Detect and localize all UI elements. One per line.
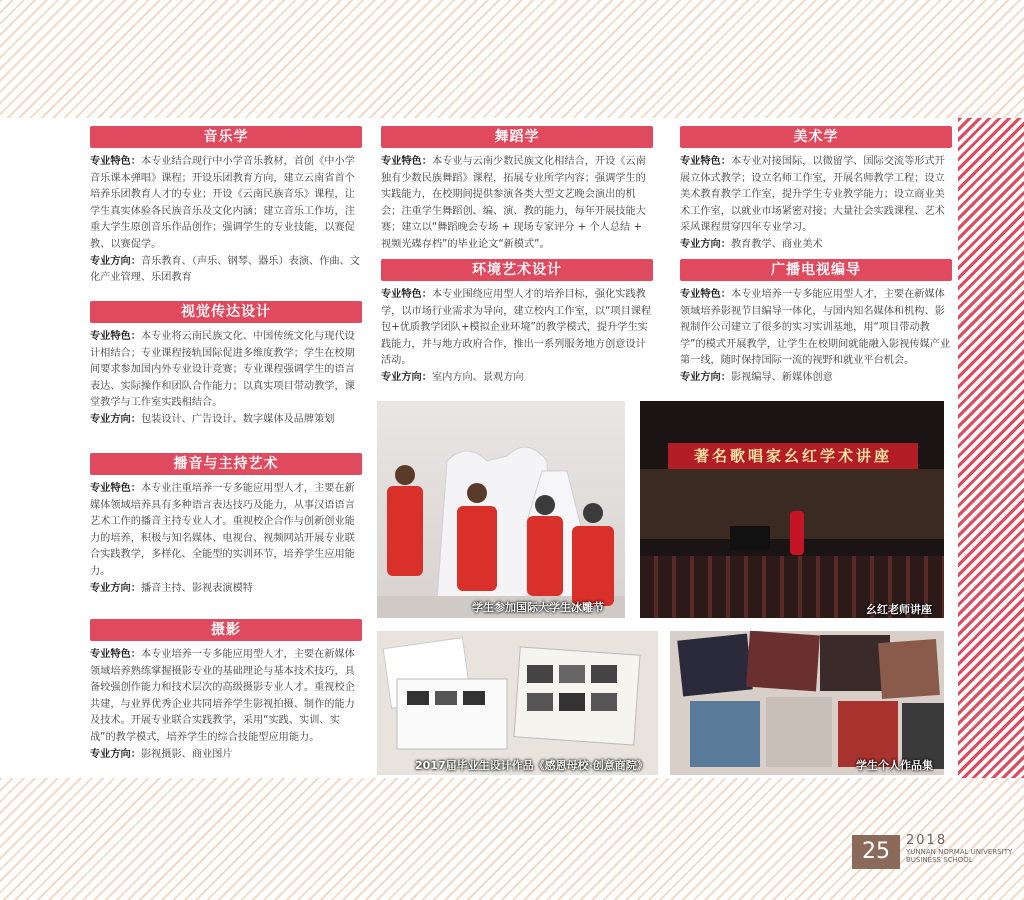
section-title: 美术学 — [680, 126, 952, 148]
direction-text: 室内方向、景观方向 — [431, 371, 524, 383]
section-title: 舞蹈学 — [381, 126, 653, 148]
direction-text: 包装设计、广告设计、数字媒体及品牌策划 — [140, 413, 335, 425]
section-title: 播音与主持艺术 — [90, 453, 362, 475]
photo-design-works — [377, 631, 658, 775]
photo-ice-sculpture — [377, 401, 625, 618]
photo-cd-portfolio — [670, 631, 944, 775]
direction-text: 音乐教育、（声乐、钢琴、器乐）表演、作曲、文化产业管理、乐团教育 — [90, 255, 360, 284]
ice-sculpture-illustration — [377, 401, 625, 618]
direction-text: 教育教学、商业美术 — [730, 238, 823, 250]
feature-text: 本专业对接国际，以微留学、国际交流等形式开展立体式教学；设立名师工作室，开展名师教学工程；设立美术教育教学工作室，提升学生专业教学能力；设立商业美术工作室，以就业市场紧密对接；大量社会实践课程、艺术采风课程贯穿四年专业学习。 — [680, 156, 945, 234]
section-environment-design — [381, 259, 653, 387]
feature-text: 本专业围绕应用型人才的培养目标，强化实践教学，以市场行业需求为导向，建立校内工作室，以“项目课程包+优质教学团队+模拟企业环境”的教学模式，提升学生实践能力，并与地方政府合作，推出一系列服务地方创意设计活动。 — [381, 289, 652, 367]
photo-caption: 2017届毕业生设计作品《感恩母校·创意商院》 — [415, 759, 648, 772]
cd-case — [878, 639, 940, 699]
photo-caption: 幺红老师讲座 — [866, 603, 932, 616]
feature-text: 本专业与云南少数民族文化相结合，开设《云南独有少数民族舞蹈》课程，拓展专业所学内容；强调学生的实践能力，在校期间提供参演各类大型文艺晚会演出的机会；注重学生舞蹈创、编、演、教的能力，每年开展技能大赛；建立以“舞蹈晚会专场 + 现场专家评分 + 个人总结 + 视频光碟存档”的毕业论文“新模式”。 — [381, 156, 646, 250]
feature-text: 本专业培养一专多能应用型人才，主要在新媒体领域培养影视节目编导一体化，与国内知名媒体和机构、影视制作公司建立了很多的实习实训基地，用“项目带动教学”的模式开展教学，让学生在校期间就能融入影视传媒产业第一线，随时保持国际一流的视野和就业平台机会。 — [680, 289, 951, 367]
direction-label: 专业方向： — [680, 238, 731, 250]
feature-label: 专业特色： — [680, 156, 731, 167]
section-title: 广播电视编导 — [680, 259, 952, 281]
top-stripe-band — [0, 0, 1024, 118]
cd-case — [677, 633, 752, 696]
school-line: YUNNAN NORMAL UNIVERSITY — [906, 848, 1013, 856]
page-number: 25 — [852, 835, 900, 869]
feature-label: 专业特色： — [90, 331, 141, 342]
section-body — [680, 287, 952, 387]
section-body — [90, 647, 362, 763]
section-title: 音乐学 — [90, 126, 362, 148]
cd-case — [746, 631, 820, 691]
feature-text: 本专业培养一专多能应用型人才，主要在新媒体领域培养熟练掌握摄影专业的基础理论与基本技术技巧，具备较强创作能力和技术层次的高级摄影专业人才。重视校企共建，与业界优秀企业共同培养学生影视拍摄、制作的能力及技术。开展专业联合实践教学，采用“实践、实训、实战”的教学模式，培养学生的综合技能型应用能力。 — [90, 649, 355, 743]
section-body — [90, 154, 362, 287]
direction-label: 专业方向： — [90, 255, 141, 267]
section-title: 环境艺术设计 — [381, 259, 653, 281]
section-title: 摄影 — [90, 619, 362, 641]
feature-text: 本专业将云南民族文化、中国传统文化与现代设计相结合；专业课程接轨国际促进多维度教学；学生在校期间要求参加国内外专业设计竞赛；专业课程强调学生的语言表达、实际操作和团队合作能力；以真实项目带动教学，课堂教学与工作室实践相结合。 — [90, 331, 355, 409]
feature-text: 本专业注重培养一专多能应用型人才，主要在新媒体领域培养具有多种语言表达技巧及能力，从事汉语语言艺术工作的播音主持专业人才。重视校企合作与创新创业能力的培养，积极与知名媒体、电视台、视频网站开展专业联合实践教学，多样化、全能型的实训环节，培养学生应用能力。 — [90, 483, 355, 577]
section-title: 视觉传达设计 — [90, 301, 362, 323]
design-works-illustration — [377, 631, 658, 775]
direction-label: 专业方向： — [90, 582, 141, 594]
footer-school — [906, 848, 1012, 864]
feature-label: 专业特色： — [381, 289, 432, 300]
section-body — [90, 329, 362, 429]
singer-figure — [790, 511, 804, 555]
direction-text: 播音主持、影视表演模特 — [140, 582, 253, 594]
footer-year: 2018 — [906, 833, 948, 848]
school-line: BUSINESS SCHOOL — [906, 856, 973, 864]
photo-lecture — [640, 401, 944, 618]
direction-text: 影视摄影、商业图片 — [140, 748, 233, 760]
lecture-banner: 著名歌唱家幺红学术讲座 — [668, 443, 918, 469]
section-body — [381, 154, 653, 254]
section-body — [90, 481, 362, 597]
feature-label: 专业特色： — [90, 156, 141, 167]
photo-caption: 学生个人作品集 — [856, 759, 933, 772]
section-visual — [90, 301, 362, 429]
section-body — [680, 154, 952, 254]
section-dance — [381, 126, 653, 254]
feature-label: 专业特色： — [680, 289, 731, 300]
section-fine-art — [680, 126, 952, 254]
piano-shape — [730, 526, 770, 550]
feature-text: 本专业结合现行中小学音乐教材，首创《中小学音乐课本弹唱》课程；开设乐团教育方向，建立云南省首个培养乐团教育人才的专业；开设《云南民族音乐》课程，让学生真实体验各民族音乐及文化内涵；建立音乐工作坊，注重大学生原创音乐作品创作；强调学生的专业技能，以赛促教、以赛促学。 — [90, 156, 355, 250]
feature-label: 专业特色： — [90, 483, 141, 494]
section-host — [90, 453, 362, 597]
photo-caption: 学生参加国际大学生冰雕节 — [472, 601, 604, 614]
cd-case — [766, 697, 832, 767]
section-photography — [90, 619, 362, 763]
right-red-stripe — [958, 118, 1024, 778]
direction-label: 专业方向： — [680, 371, 731, 383]
feature-label: 专业特色： — [90, 649, 141, 660]
cd-case — [690, 701, 760, 767]
direction-label: 专业方向： — [381, 371, 432, 383]
section-body — [381, 287, 653, 387]
direction-label: 专业方向： — [90, 413, 141, 425]
direction-label: 专业方向： — [90, 748, 141, 760]
section-music — [90, 126, 362, 287]
section-broadcast — [680, 259, 952, 387]
feature-label: 专业特色： — [381, 156, 432, 167]
direction-text: 影视编导、新媒体创意 — [730, 371, 833, 383]
